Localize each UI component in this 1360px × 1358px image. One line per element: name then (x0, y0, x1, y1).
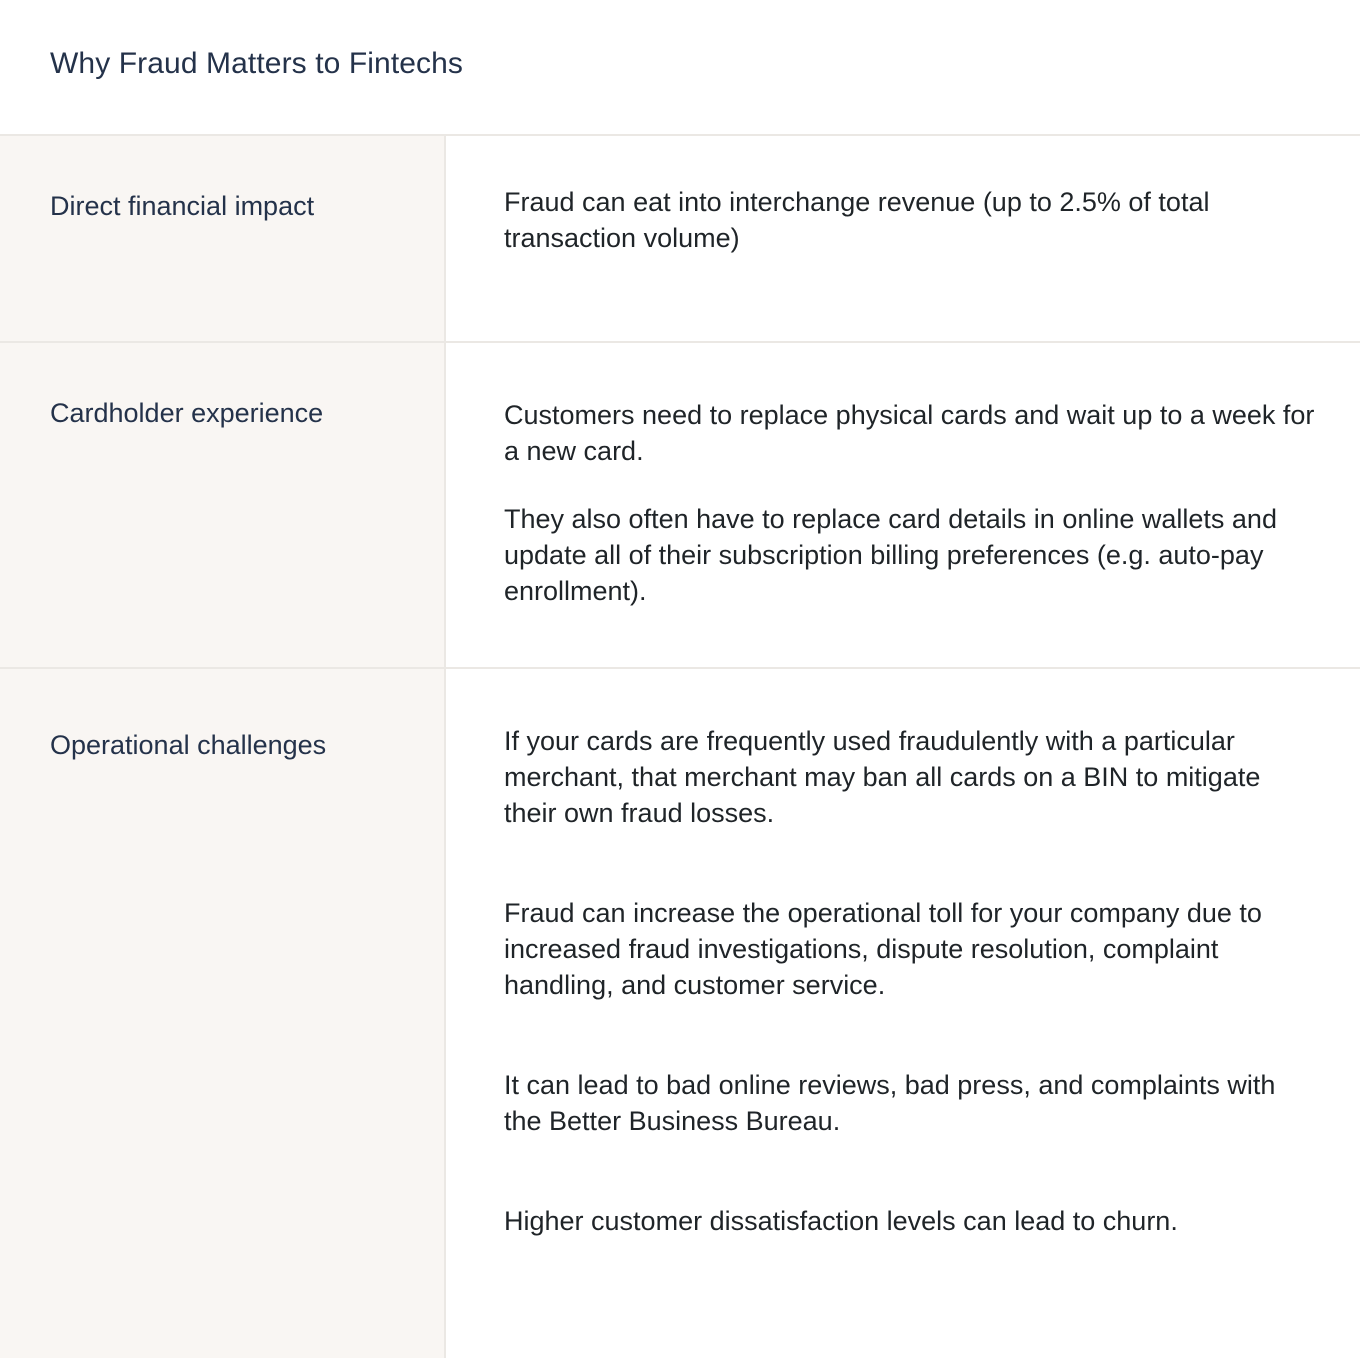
row-paragraph: Fraud can eat into interchange revenue (up to 2.5% of total transaction volume) (504, 187, 1210, 253)
page-title: Why Fraud Matters to Fintechs (50, 47, 464, 80)
row-paragraph: Customers need to replace physical cards and wait up to a week for a new card. (504, 400, 1315, 466)
row-paragraph: They also often have to replace card details in online wallets and update all of their subscription billing preferences (e.g. auto-pay enrollment). (504, 504, 1277, 606)
row-label-cell (0, 343, 446, 667)
row-content-cell (446, 343, 1360, 667)
row-label-direct-financial-impact: Direct financial impact (50, 191, 315, 221)
info-table (0, 136, 1360, 1358)
table-row (0, 136, 1360, 343)
table-row (0, 343, 1360, 669)
table-row (0, 669, 1360, 1358)
title-bar (0, 0, 1360, 136)
row-content-cell (446, 136, 1360, 341)
row-paragraph: If your cards are frequently used fraudulently with a particular merchant, that merchant may ban all cards on a BIN to mitigate their own fraud losses. (504, 726, 1261, 828)
row-label-cardholder-experience: Cardholder experience (50, 398, 324, 428)
row-paragraph: Fraud can increase the operational toll for your company due to increased fraud investigations, dispute resolution, complaint handling, and customer service. (504, 898, 1262, 1000)
row-paragraph: Higher customer dissatisfaction levels can lead to churn. (504, 1206, 1178, 1236)
row-label-cell (0, 136, 446, 341)
row-label-operational-challenges: Operational challenges (50, 730, 327, 760)
row-content-cell (446, 669, 1360, 1358)
row-paragraph: It can lead to bad online reviews, bad press, and complaints with the Better Business Bureau. (504, 1070, 1276, 1136)
row-label-cell (0, 669, 446, 1358)
